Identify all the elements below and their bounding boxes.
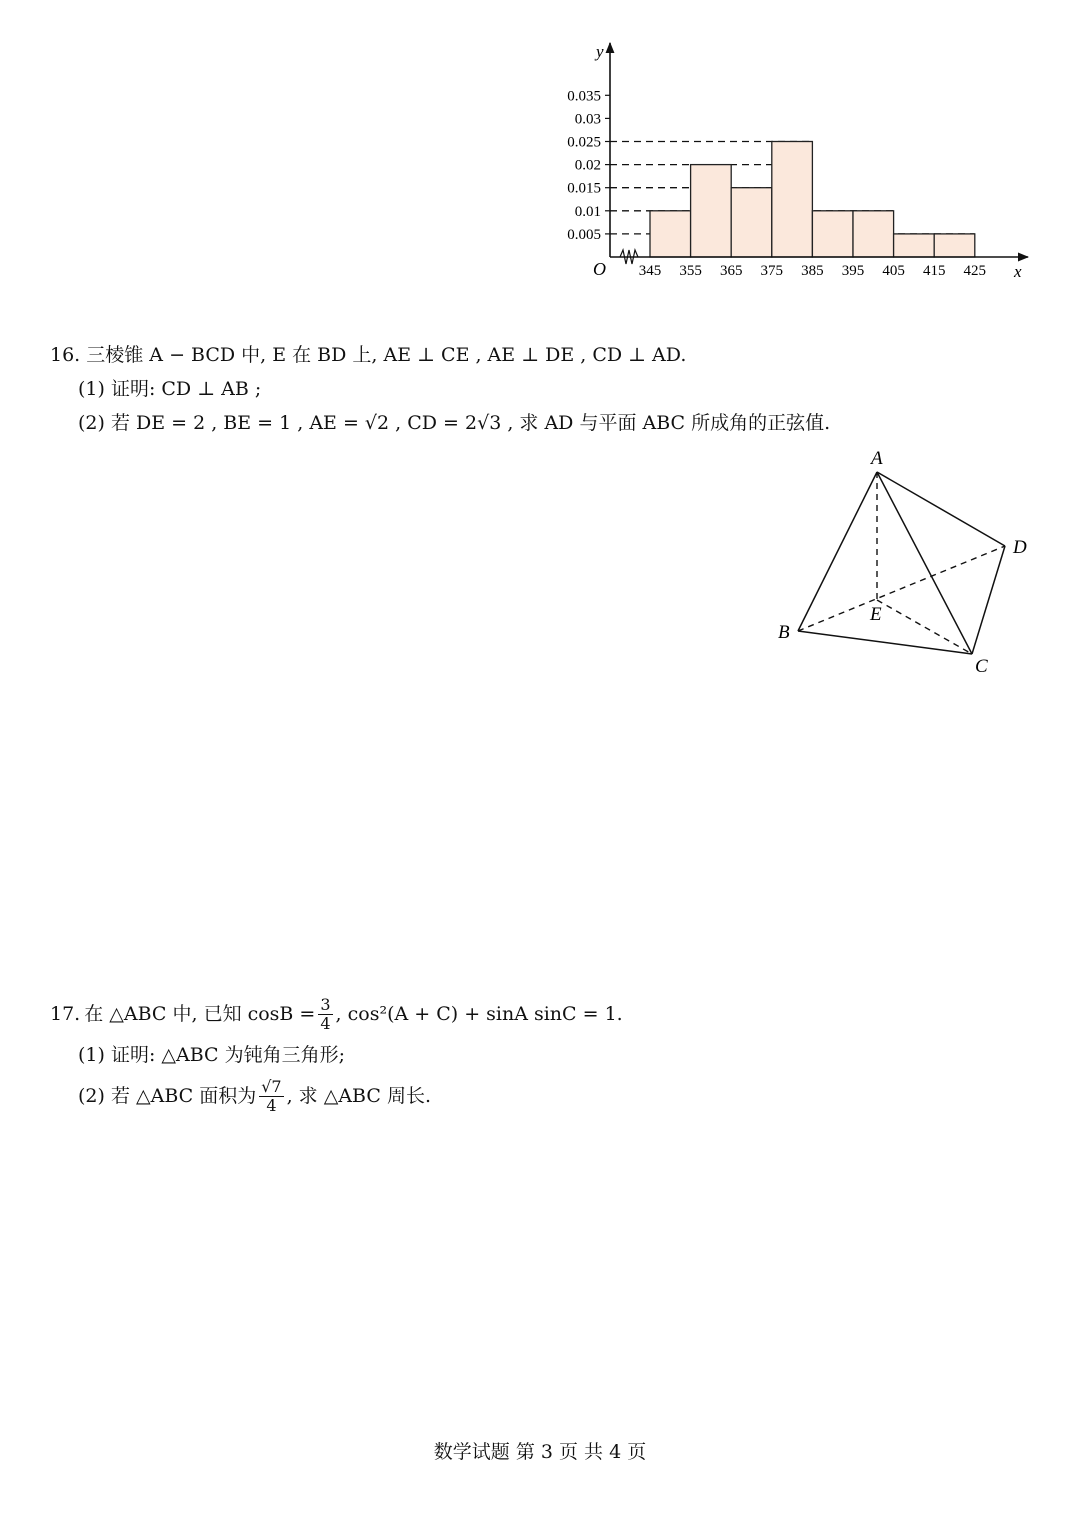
fraction-denominator: 4 (266, 1095, 277, 1115)
y-tick-label-5: 0.03 (574, 111, 601, 128)
fraction-numerator: √7 (261, 1076, 282, 1096)
histogram-bar-415 (934, 234, 975, 257)
y-tick-label-3: 0.02 (574, 157, 601, 174)
x-tick-label-4: 385 (801, 263, 824, 279)
q17-number: 17. (50, 1003, 81, 1025)
q17-part2-text-a: (2) 若 △ABC 面积为 (78, 1085, 257, 1107)
q16-part1: (1) 证明: CD ⊥ AB ; (78, 378, 262, 400)
histogram-bar-385 (812, 211, 853, 257)
fraction-root7-over-4 (259, 1078, 283, 1115)
y-tick-label-6: 0.035 (567, 88, 601, 105)
page-footer: 数学试题 第 3 页 共 4 页 (433, 1441, 647, 1463)
x-tick-label-2: 365 (719, 263, 743, 279)
q17-part2 (50, 1072, 1030, 1120)
q17-stem (50, 990, 1030, 1038)
edge-BD-hidden (798, 546, 1005, 631)
q16-stem-text: 三棱锥 A − BCD 中, E 在 BD 上, AE ⊥ CE , AE ⊥ DE , CD ⊥ AD. (86, 344, 687, 366)
x-tick-label-3: 375 (760, 263, 784, 279)
x-tick-label-6: 405 (882, 263, 905, 279)
histogram-bar-365 (731, 188, 772, 257)
x-tick-label-5: 395 (841, 263, 865, 279)
histogram-bar-345 (650, 211, 691, 257)
q17-part2-text-b: , 求 △ABC 周长. (286, 1085, 431, 1107)
vertex-label-C: C (975, 656, 988, 677)
edge-AB (798, 472, 877, 631)
vertex-label-B: B (778, 622, 790, 643)
y-tick-label-4: 0.025 (567, 134, 601, 151)
problem-16 (50, 338, 1030, 440)
y-axis-label: y (596, 42, 604, 61)
y-tick-labels (567, 88, 610, 243)
q17-part1: (1) 证明: △ABC 为钝角三角形; (78, 1044, 346, 1066)
fraction-numerator: 3 (320, 994, 331, 1014)
histogram-bar-375 (772, 142, 813, 258)
x-tick-label-0: 345 (638, 263, 662, 279)
x-tick-label-7: 415 (922, 263, 946, 279)
q16-part2: (2) 若 DE = 2 , BE = 1 , AE = √2 , CD = 2√3 , 求 AD 与平面 ABC 所成角的正弦值. (78, 412, 831, 434)
origin-label: O (593, 259, 606, 279)
histogram-bar-405 (894, 234, 935, 257)
problem-17 (50, 990, 1030, 1120)
fraction-denominator: 4 (320, 1013, 331, 1033)
vertex-label-D: D (1013, 537, 1027, 558)
histogram-bars (650, 142, 975, 258)
x-axis-label: x (1014, 262, 1022, 281)
x-tick-labels (639, 263, 986, 279)
q17-stem-text-b: , cos²(A + C) + sinA sinC = 1. (335, 1003, 623, 1025)
frequency-histogram (540, 35, 1040, 290)
pyramid-figure (765, 440, 1045, 685)
histogram-bar-355 (691, 165, 732, 257)
y-tick-label-2: 0.015 (567, 180, 601, 197)
vertex-label-A: A (871, 448, 883, 469)
q17-stem-text-a: 在 △ABC 中, 已知 cosB = (84, 1003, 316, 1025)
point-label-E: E (870, 604, 882, 625)
edge-BC (798, 631, 972, 654)
y-tick-label-0: 0.005 (567, 226, 601, 243)
x-tick-label-1: 355 (679, 263, 702, 279)
histogram-bar-395 (853, 211, 894, 257)
edge-CD (972, 546, 1005, 654)
q16-number: 16. (50, 344, 81, 366)
q16-stem (50, 338, 1030, 372)
x-tick-label-8: 425 (963, 263, 987, 279)
y-tick-label-1: 0.01 (574, 203, 601, 220)
fraction-three-quarters (318, 996, 332, 1033)
